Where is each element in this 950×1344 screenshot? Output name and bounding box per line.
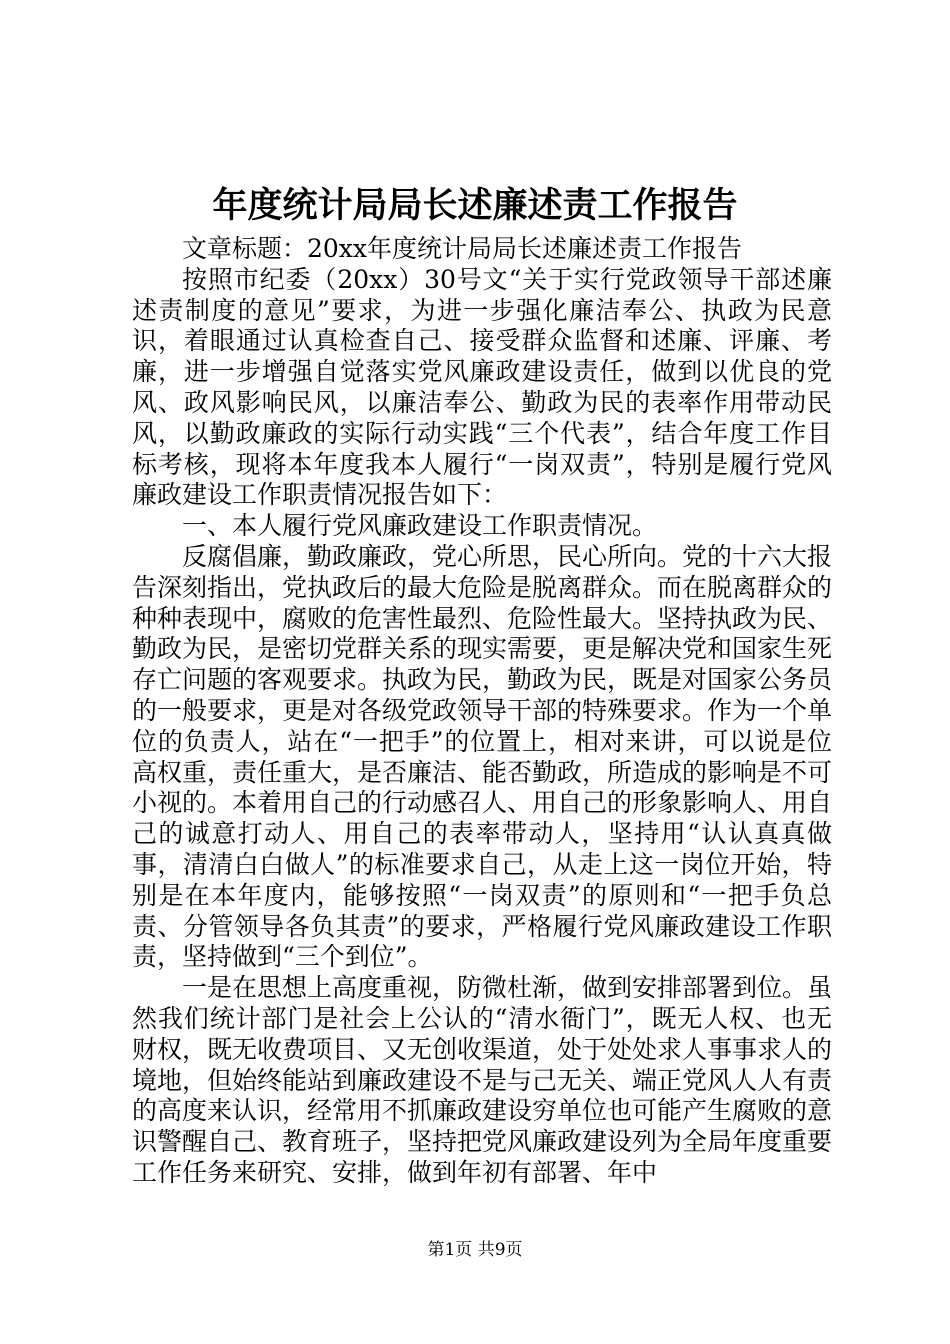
page-footer: 第1页 共9页 xyxy=(427,1240,523,1260)
paragraph-intro: 按照市纪委（20xx）30号文“关于实行党政领导干部述廉述责制度的意见”要求，为进一步强化廉洁奉公、执政为民意识，着眼通过认真检查自己、接受群众监督和述廉、评廉、考廉，进一步增强自觉落实党风廉政建设责任，做到以优良的党风、政风影响民风，以廉洁奉公、勤政为民的表率作用带动民风，以勤政廉政的实际行动实践“三个代表”，结合年度工作目标考核，现将本年度我本人履行“一岗双责”，特别是履行党风廉政建设工作职责情况报告如下： xyxy=(132,264,832,510)
document-body xyxy=(132,234,832,1189)
section-heading: 一、本人履行党风廉政建设工作职责情况。 xyxy=(182,511,658,541)
paragraph-body: 一是在思想上高度重视，防微杜渐，做到安排部署到位。虽然我们统计部门是社会上公认的“清水衙门”，既无人权、也无财权，既无收费项目、又无创收渠道，处于处处求人事事求人的境地，但始终能站到廉政建设不是与己无关、端正党风人人有责的高度来认识，经常用不抓廉政建设穷单位也可能产生腐败的意识警醒自己、教育班子，坚持把党风廉政建设列为全局年度重要工作任务来研究、安排，做到年初有部署、年中 xyxy=(132,973,833,1187)
paragraph-article-title: 文章标题：20xx年度统计局局长述廉述责工作报告 xyxy=(182,234,743,263)
document-title: 年度统计局局长述廉述责工作报告 xyxy=(212,185,738,226)
paragraph-body: 反腐倡廉，勤政廉政，党心所思，民心所向。党的十六大报告深刻指出，党执政后的最大危险是脱离群众。而在脱离群众的种种表现中，腐败的危害性最烈、危险性最大。坚持执政为民、勤政为民，是密切党群关系的现实需要，更是解决党和国家生死存亡问题的客观要求。执政为民，勤政为民，既是对国家公务员的一般要求，更是对各级党政领导干部的特殊要求。作为一个单位的负责人，站在“一把手”的位置上，相对来讲，可以说是位高权重，责任重大，是否廉洁、能否勤政，所造成的影响是不可小视的。本着用自己的行动感召人、用自己的形象影响人、用自己的诚意打动人、用自己的表率带动人，坚持用“认认真真做事，清清白白做人”的标准要求自己，从走上这一岗位开始，特别是在本年度内，能够按照“一岗双责”的原则和“一把手负总责、分管领导各负其责”的要求，严格履行党风廉政建设工作职责，坚持做到“三个到位”。 xyxy=(132,541,833,972)
